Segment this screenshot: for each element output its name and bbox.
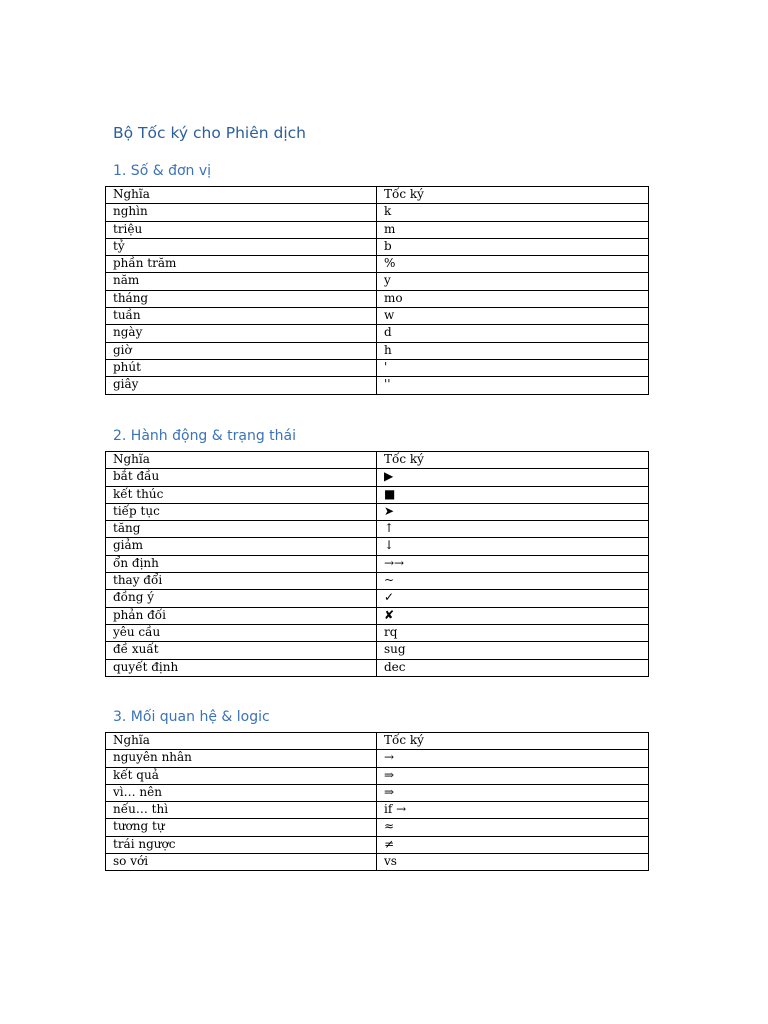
- shorthand-cell: ➤: [377, 503, 649, 520]
- table-header-row: [106, 733, 649, 750]
- table-row: [106, 308, 649, 325]
- shorthand-cell: ✓: [377, 590, 649, 607]
- shorthand-cell: ≈: [377, 819, 649, 836]
- meaning-cell: nếu… thì: [106, 802, 377, 819]
- table-row: [106, 273, 649, 290]
- shorthand-cell: ≠: [377, 836, 649, 853]
- meaning-cell: đồng ý: [106, 590, 377, 607]
- meaning-cell: so với: [106, 854, 377, 871]
- meaning-cell: tiếp tục: [106, 503, 377, 520]
- table-row: [106, 819, 649, 836]
- shorthand-cell: ↓: [377, 538, 649, 555]
- section-heading-actions-states: 2. Hành động & trạng thái: [113, 428, 297, 444]
- meaning-cell: trái ngược: [106, 836, 377, 853]
- meaning-cell: tương tự: [106, 819, 377, 836]
- table-row: [106, 642, 649, 659]
- table-row: [106, 342, 649, 359]
- meaning-cell: kết thúc: [106, 486, 377, 503]
- section-heading-numbers-units: 1. Số & đơn vị: [113, 163, 212, 179]
- table-row: [106, 624, 649, 641]
- meaning-cell: phần trăm: [106, 256, 377, 273]
- shorthand-table-numbers-units: [105, 186, 649, 395]
- table-row: [106, 767, 649, 784]
- table-row: [106, 256, 649, 273]
- shorthand-cell: ~: [377, 573, 649, 590]
- meaning-cell: tháng: [106, 290, 377, 307]
- table-row: [106, 607, 649, 624]
- meaning-cell: đề xuất: [106, 642, 377, 659]
- meaning-cell: năm: [106, 273, 377, 290]
- section-heading-relations-logic: 3. Mối quan hệ & logic: [113, 709, 270, 725]
- shorthand-cell: ': [377, 359, 649, 376]
- shorthand-cell: →: [377, 750, 649, 767]
- shorthand-cell: k: [377, 204, 649, 221]
- meaning-cell: giảm: [106, 538, 377, 555]
- table-row: [106, 836, 649, 853]
- meaning-cell: phút: [106, 359, 377, 376]
- table-row: [106, 359, 649, 376]
- meaning-cell: phản đối: [106, 607, 377, 624]
- table-row: [106, 290, 649, 307]
- shorthand-cell: ⇒: [377, 784, 649, 801]
- shorthand-cell: ■: [377, 486, 649, 503]
- meaning-cell: giây: [106, 377, 377, 394]
- shorthand-cell: ⇒: [377, 767, 649, 784]
- table-header-row: [106, 452, 649, 469]
- shorthand-cell: b: [377, 238, 649, 255]
- table-row: [106, 204, 649, 221]
- column-header-meaning: Nghĩa: [106, 452, 377, 469]
- shorthand-cell: vs: [377, 854, 649, 871]
- shorthand-cell: rq: [377, 624, 649, 641]
- shorthand-cell: dec: [377, 659, 649, 676]
- table-row: [106, 659, 649, 676]
- column-header-shorthand: Tốc ký: [377, 452, 649, 469]
- meaning-cell: yêu cầu: [106, 624, 377, 641]
- table-row: [106, 238, 649, 255]
- table-row: [106, 590, 649, 607]
- column-header-meaning: Nghĩa: [106, 187, 377, 204]
- meaning-cell: triệu: [106, 221, 377, 238]
- meaning-cell: kết quả: [106, 767, 377, 784]
- shorthand-cell: ↑: [377, 521, 649, 538]
- shorthand-cell: ✘: [377, 607, 649, 624]
- table-header-row: [106, 187, 649, 204]
- meaning-cell: tăng: [106, 521, 377, 538]
- table-row: [106, 555, 649, 572]
- shorthand-table-relations-logic: [105, 732, 649, 871]
- meaning-cell: tỷ: [106, 238, 377, 255]
- meaning-cell: tuần: [106, 308, 377, 325]
- table-row: [106, 750, 649, 767]
- shorthand-cell: h: [377, 342, 649, 359]
- shorthand-cell: %: [377, 256, 649, 273]
- shorthand-cell: '': [377, 377, 649, 394]
- table-row: [106, 802, 649, 819]
- table-row: [106, 784, 649, 801]
- table-row: [106, 469, 649, 486]
- meaning-cell: nghìn: [106, 204, 377, 221]
- table-row: [106, 486, 649, 503]
- table-row: [106, 503, 649, 520]
- table-row: [106, 538, 649, 555]
- column-header-shorthand: Tốc ký: [377, 187, 649, 204]
- table-row: [106, 221, 649, 238]
- table-row: [106, 377, 649, 394]
- meaning-cell: thay đổi: [106, 573, 377, 590]
- meaning-cell: ổn định: [106, 555, 377, 572]
- meaning-cell: quyết định: [106, 659, 377, 676]
- document-title: Bộ Tốc ký cho Phiên dịch: [113, 124, 306, 142]
- shorthand-table-actions-states: [105, 451, 649, 677]
- shorthand-cell: if →: [377, 802, 649, 819]
- column-header-meaning: Nghĩa: [106, 733, 377, 750]
- table-row: [106, 573, 649, 590]
- meaning-cell: bắt đầu: [106, 469, 377, 486]
- shorthand-cell: ▶: [377, 469, 649, 486]
- shorthand-cell: m: [377, 221, 649, 238]
- shorthand-cell: d: [377, 325, 649, 342]
- table-row: [106, 521, 649, 538]
- meaning-cell: vì… nên: [106, 784, 377, 801]
- table-row: [106, 325, 649, 342]
- meaning-cell: ngày: [106, 325, 377, 342]
- shorthand-cell: mo: [377, 290, 649, 307]
- shorthand-cell: sug: [377, 642, 649, 659]
- column-header-shorthand: Tốc ký: [377, 733, 649, 750]
- shorthand-cell: y: [377, 273, 649, 290]
- meaning-cell: nguyên nhân: [106, 750, 377, 767]
- shorthand-cell: w: [377, 308, 649, 325]
- table-row: [106, 854, 649, 871]
- shorthand-cell: →→: [377, 555, 649, 572]
- meaning-cell: giờ: [106, 342, 377, 359]
